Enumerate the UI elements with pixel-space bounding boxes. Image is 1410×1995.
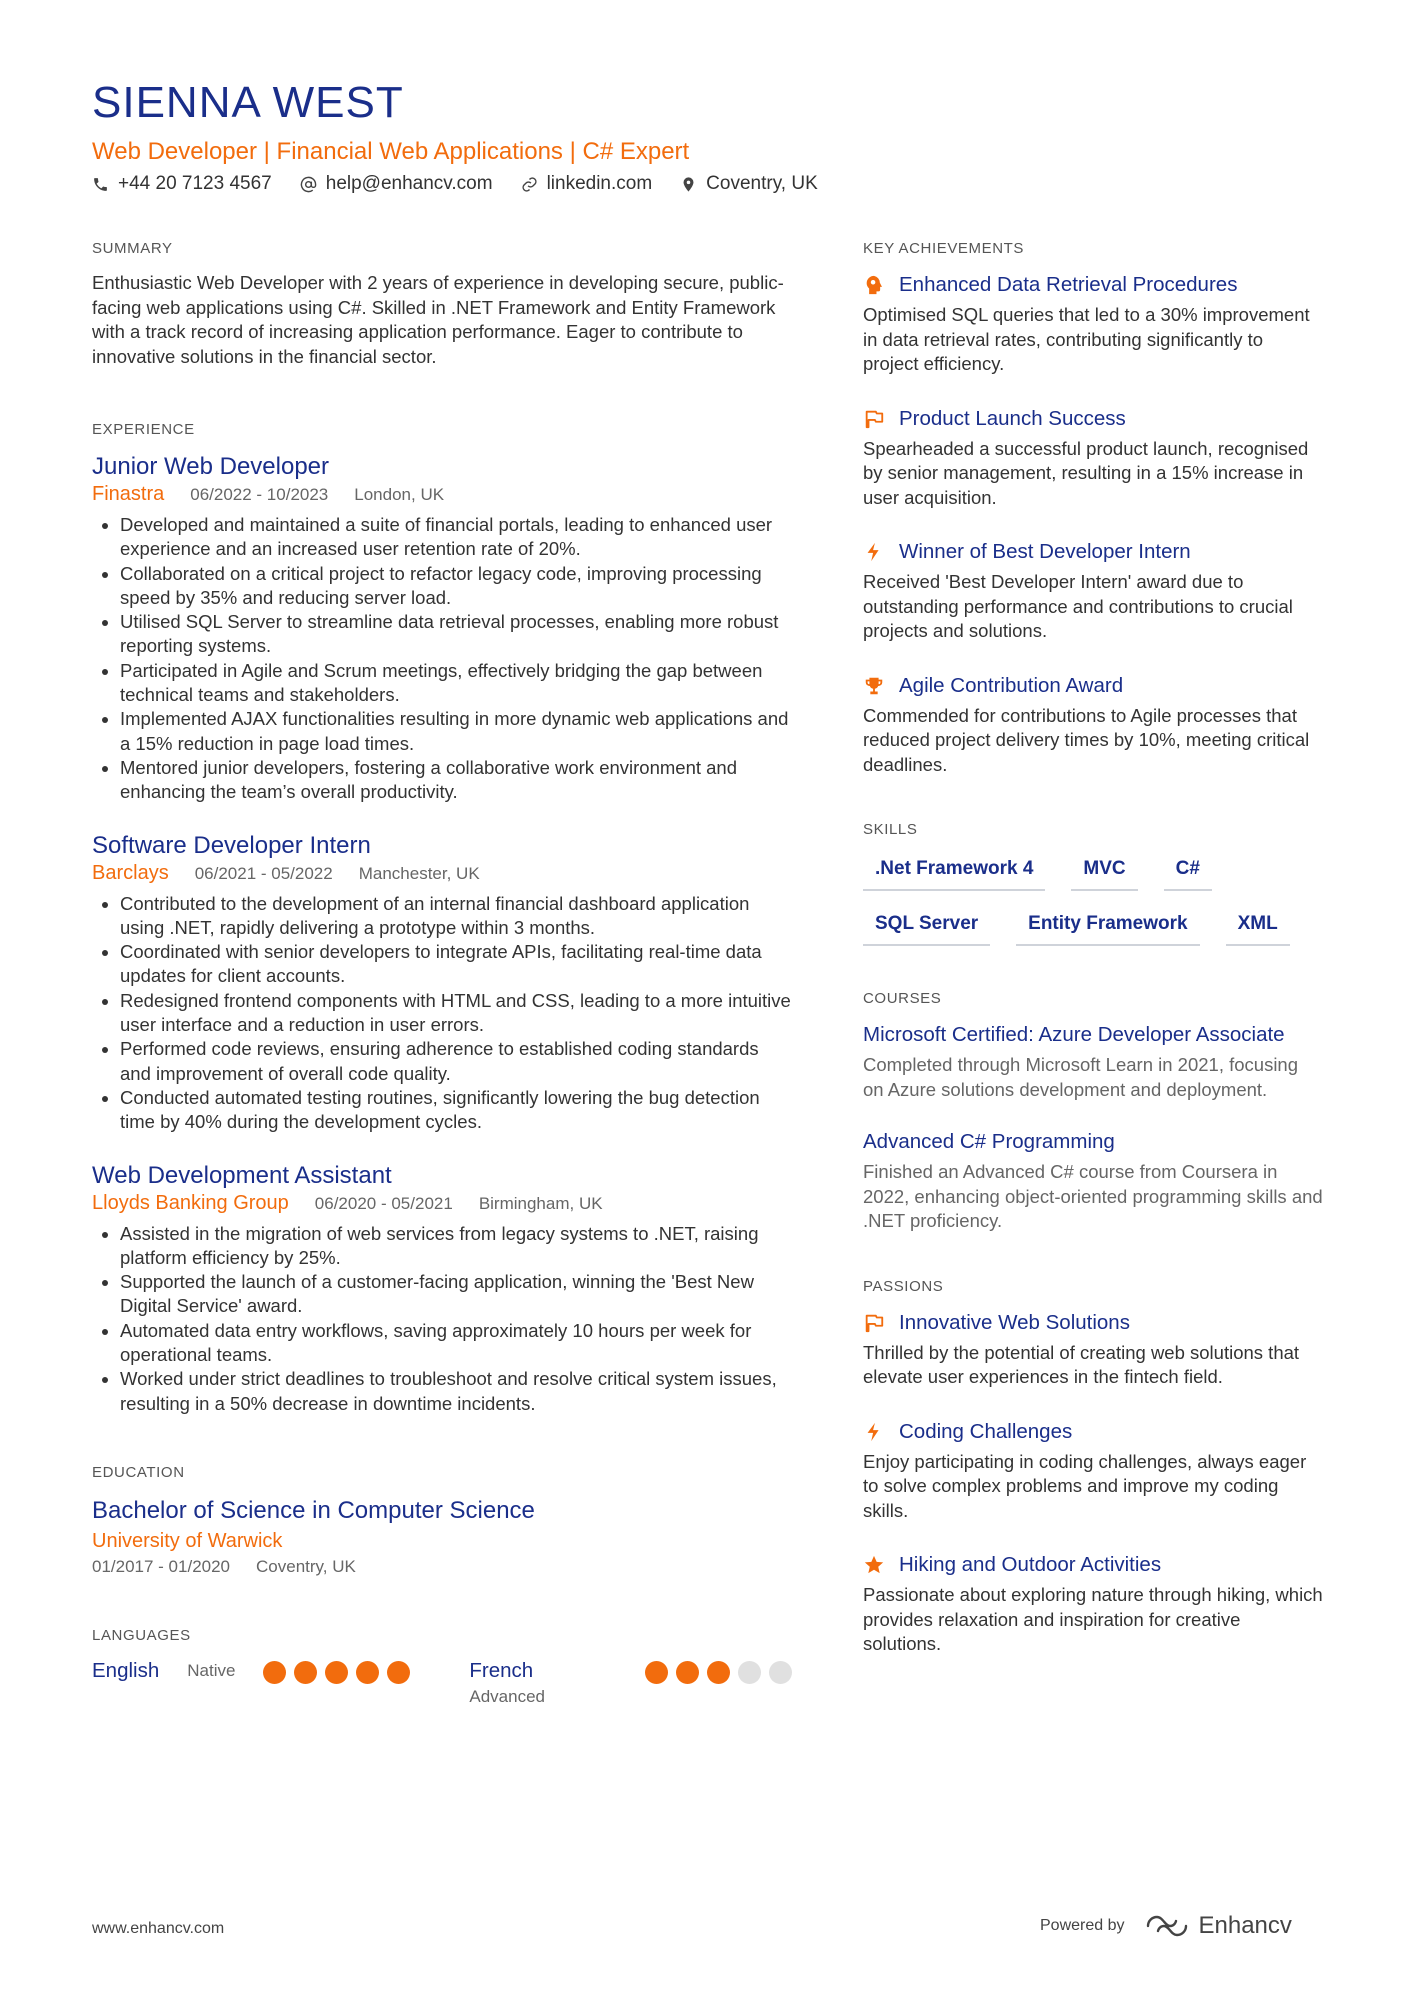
rating-dot-filled	[676, 1661, 699, 1684]
education-meta	[92, 1555, 792, 1579]
job-bullet: • Participated in Agile and Scrum meetings, effectively bridging the gap between technical teams and stakeholders.	[120, 659, 792, 708]
candidate-title: Web Developer | Financial Web Applications | C# Expert	[92, 138, 690, 165]
achievement-desc: Optimised SQL queries that led to a 30% improvement in data retrieval rates, contributing significantly to project efficiency.	[863, 304, 1310, 374]
rating-dot-empty	[738, 1661, 761, 1684]
education-dates: 01/2017 - 01/2020	[92, 1556, 231, 1576]
skill-tag: SQL Server	[863, 907, 990, 946]
rating-dot-empty	[769, 1661, 792, 1684]
star-icon	[863, 1554, 885, 1576]
flag-icon	[863, 1312, 885, 1334]
passion-desc: Passionate about exploring nature through hiking, which provides relaxation and inspiration for creative solutions.	[863, 1584, 1323, 1654]
job-bullet: • Automated data entry workflows, saving approximately 10 hours per week for operational teams.	[120, 1319, 792, 1368]
achievement-item	[863, 405, 1323, 511]
education-location: Coventry, UK	[256, 1556, 356, 1576]
left-column	[92, 240, 792, 1710]
contact-phone-text: +44 20 7123 4567	[118, 173, 272, 194]
job-entry	[92, 831, 792, 1135]
language-rating	[263, 1661, 410, 1684]
job-meta	[92, 861, 792, 886]
passion-item	[863, 1418, 1323, 1524]
language-rating	[645, 1661, 792, 1684]
link-icon	[521, 176, 538, 193]
passion-desc: Thrilled by the potential of creating web solutions that elevate user experiences in the fintech field.	[863, 1341, 1300, 1387]
bolt-icon	[863, 541, 885, 563]
job-bullet: • Worked under strict deadlines to troubleshoot and resolve critical system issues, resulting in a 50% decrease in downtime incidents.	[120, 1367, 792, 1416]
course-desc: Finished an Advanced C# course from Coursera in 2022, enhancing object-oriented programming skills and .NET proficiency.	[863, 1161, 1323, 1231]
job-bullet: • Collaborated on a critical project to refactor legacy code, improving processing speed by 35% and reducing server load.	[120, 562, 792, 611]
achievements-heading: KEY ACHIEVEMENTS	[863, 240, 1025, 257]
contact-linkedin-text: linkedin.com	[546, 173, 653, 194]
at-icon	[300, 176, 317, 193]
brand-logo[interactable]	[1145, 1912, 1292, 1940]
bolt-icon	[863, 1421, 885, 1443]
course-item	[863, 1021, 1323, 1102]
passion-desc: Enjoy participating in coding challenges, always eager to solve complex problems and improve my coding skills.	[863, 1450, 1307, 1521]
job-entry	[92, 1161, 792, 1416]
job-title: Software Developer Intern	[92, 831, 371, 859]
achievement-title: Enhanced Data Retrieval Procedures	[899, 273, 1238, 296]
job-meta	[92, 1191, 792, 1216]
rating-dot-filled	[263, 1661, 286, 1684]
rating-dot-filled	[356, 1661, 379, 1684]
location-icon	[680, 176, 697, 193]
course-item	[863, 1128, 1323, 1234]
achievement-desc: Spearheaded a successful product launch, recognised by senior management, resulting in a 15% increase in user acquisition.	[863, 437, 1309, 508]
job-company: Finastra	[92, 483, 165, 505]
job-bullet: • Implemented AJAX functionalities resulting in more dynamic web applications and a 15% reduction in page load times.	[120, 707, 792, 756]
phone-icon	[92, 176, 109, 193]
job-location: Birmingham, UK	[478, 1193, 603, 1213]
language-level: Advanced	[469, 1686, 545, 1706]
job-bullets	[92, 1222, 792, 1416]
achievement-title: Product Launch Success	[899, 406, 1126, 430]
job-bullets	[92, 892, 792, 1135]
language-item	[469, 1658, 792, 1710]
language-name: English	[92, 1658, 160, 1682]
skills-list	[863, 852, 1323, 946]
footer-branding	[1040, 1912, 1292, 1940]
skill-tag: .Net Framework 4	[863, 852, 1045, 891]
job-title: Web Development Assistant	[92, 1161, 392, 1189]
lightbulb-head-icon	[863, 274, 885, 296]
course-desc: Completed through Microsoft Learn in 2021, focusing on Azure solutions development and deployment.	[863, 1054, 1299, 1100]
passion-item	[863, 1551, 1323, 1657]
rating-dot-filled	[645, 1661, 668, 1684]
language-item	[92, 1658, 410, 1710]
achievement-item	[863, 271, 1323, 377]
contact-phone	[92, 173, 272, 195]
course-title: Advanced C# Programming	[863, 1130, 1115, 1153]
skill-tag: XML	[1226, 907, 1290, 946]
achievement-item	[863, 672, 1323, 778]
skill-tag: C#	[1164, 852, 1212, 891]
course-title: Microsoft Certified: Azure Developer Associate	[863, 1023, 1285, 1046]
skills-heading: SKILLS	[863, 821, 918, 838]
job-bullet: • Contributed to the development of an internal financial dashboard application using .NET, rapidly delivering a prototype within 3 months.	[120, 892, 792, 941]
contact-linkedin	[521, 173, 653, 195]
footer-website[interactable]: www.enhancv.com	[92, 1920, 225, 1937]
flag-icon	[863, 408, 885, 430]
powered-by-label: Powered by	[1040, 1917, 1125, 1934]
contact-bar	[92, 173, 818, 195]
rating-dot-filled	[387, 1661, 410, 1684]
languages-heading: LANGUAGES	[92, 1626, 191, 1644]
language-name: French	[469, 1658, 534, 1682]
job-bullet: • Coordinated with senior developers to integrate APIs, facilitating real-time data updates for client accounts.	[120, 940, 792, 989]
contact-location	[680, 173, 818, 195]
job-bullet: • Utilised SQL Server to streamline data retrieval processes, enabling more robust reporting systems.	[120, 610, 792, 659]
summary-heading: SUMMARY	[92, 240, 173, 257]
job-bullet: • Assisted in the migration of web services from legacy systems to .NET, raising platform efficiency by 25%.	[120, 1222, 792, 1271]
achievement-desc: Received 'Best Developer Intern' award due to outstanding performance and contributions to crucial projects and solutions.	[863, 571, 1293, 641]
contact-email	[300, 173, 493, 195]
contact-email-text: help@enhancv.com	[325, 173, 493, 194]
rating-dot-filled	[707, 1661, 730, 1684]
job-dates: 06/2021 - 05/2022	[194, 863, 333, 883]
passion-title: Coding Challenges	[899, 1419, 1073, 1443]
courses-heading: COURSES	[863, 990, 942, 1007]
passion-title: Innovative Web Solutions	[899, 1310, 1130, 1334]
job-location: London, UK	[354, 485, 445, 504]
contact-location-text: Coventry, UK	[706, 173, 818, 194]
job-bullet: • Mentored junior developers, fostering a collaborative work environment and enhancing the team’s overall productivity.	[120, 756, 792, 805]
job-bullet: • Developed and maintained a suite of financial portals, leading to enhanced user experience and an increased user retention rate of 20%.	[120, 513, 792, 562]
job-meta	[92, 482, 792, 507]
job-company: Barclays	[92, 861, 169, 884]
brand-name: Enhancv	[1198, 1912, 1292, 1939]
languages-list	[92, 1658, 792, 1710]
job-company: Lloyds Banking Group	[92, 1191, 289, 1214]
job-title: Junior Web Developer	[92, 453, 330, 480]
skill-tag: Entity Framework	[1016, 907, 1199, 946]
achievement-title: Agile Contribution Award	[899, 673, 1124, 697]
passion-item	[863, 1309, 1323, 1390]
right-column	[863, 240, 1323, 1685]
job-dates: 06/2020 - 05/2021	[314, 1193, 453, 1213]
education-entry	[92, 1495, 792, 1579]
job-bullets	[92, 513, 792, 805]
job-entry	[92, 452, 792, 805]
rating-dot-filled	[294, 1661, 317, 1684]
candidate-name: SIENNA WEST	[92, 78, 404, 127]
education-degree: Bachelor of Science in Computer Science	[92, 1496, 535, 1524]
job-bullet: • Performed code reviews, ensuring adherence to established coding standards and improvement of overall code quality.	[120, 1037, 792, 1086]
language-level: Native	[187, 1660, 236, 1680]
job-bullet: • Supported the launch of a customer-facing application, winning the 'Best New Digital Service' award.	[120, 1270, 792, 1319]
achievement-title: Winner of Best Developer Intern	[899, 540, 1191, 563]
skill-tag: MVC	[1071, 852, 1137, 891]
summary-text: Enthusiastic Web Developer with 2 years of experience in developing secure, public-facing web applications using C#. Skilled in .NET Framework and Entity Framework with a track record of increasing application performance. Eager to contribute to innovative solutions in the financial sector.	[92, 272, 784, 367]
achievement-desc: Commended for contributions to Agile processes that reduced project delivery times by 10%, meeting critical deadlines.	[863, 704, 1310, 775]
achievement-item	[863, 538, 1323, 644]
passions-heading: PASSIONS	[863, 1277, 944, 1295]
enhancv-logo-icon	[1145, 1913, 1189, 1939]
rating-dot-filled	[325, 1661, 348, 1684]
passion-title: Hiking and Outdoor Activities	[899, 1553, 1162, 1576]
job-bullet: • Conducted automated testing routines, significantly lowering the bug detection time by 40% during the development cycles.	[120, 1086, 792, 1135]
education-heading: EDUCATION	[92, 1463, 185, 1481]
trophy-icon	[863, 675, 885, 697]
job-dates: 06/2022 - 10/2023	[190, 485, 329, 504]
experience-heading: EXPERIENCE	[92, 421, 195, 438]
job-location: Manchester, UK	[358, 863, 480, 883]
job-bullet: • Redesigned frontend components with HTML and CSS, leading to a more intuitive user interface and a reduction in user errors.	[120, 989, 792, 1038]
education-school: University of Warwick	[92, 1529, 283, 1552]
